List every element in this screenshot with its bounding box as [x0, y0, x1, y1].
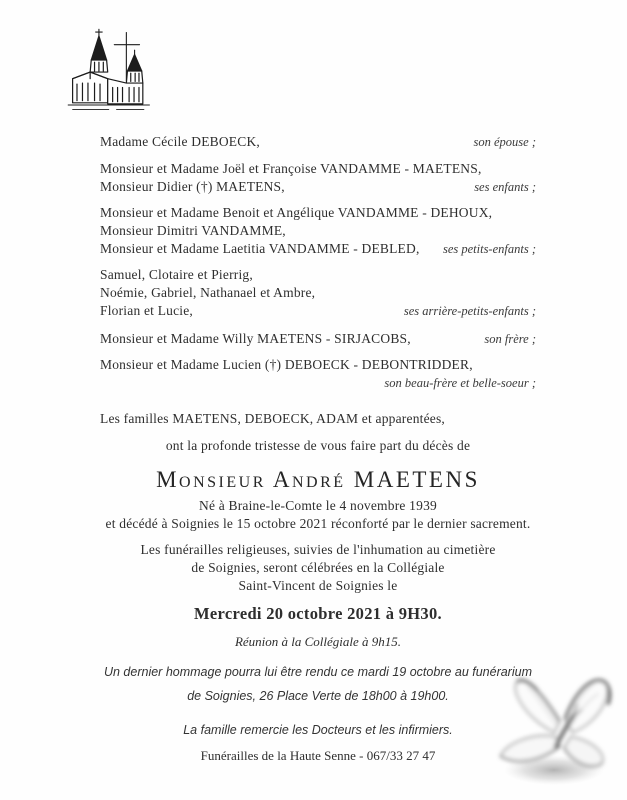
relation-label: ses arrière-petits-enfants ;: [403, 304, 536, 318]
announcement-content: [100, 0, 536, 765]
funeral-date-line: Mercredi 20 octobre 2021 à 9H30.: [194, 604, 442, 623]
family-group-in-laws: [100, 356, 536, 392]
funeral-line: de Soignies, seront célébrées en la Collégiale: [191, 560, 445, 575]
thanks-line: La famille remercie les Docteurs et les infirmiers.: [183, 723, 453, 737]
family-group-great-grandchildren: [100, 266, 536, 320]
deceased-name: Monsieur André MAETENS: [156, 467, 480, 492]
relation-label: son épouse ;: [473, 135, 536, 149]
birth-line: Né à Braine-le-Comte le 4 novembre 1939: [199, 498, 437, 513]
families-line: Les familles MAETENS, DEBOECK, ADAM et apparentées,: [100, 411, 446, 426]
family-group-children: [100, 160, 536, 196]
family-name-line: Monsieur et Madame Benoit et Angélique VANDAMME - DEHOUX,: [100, 205, 493, 220]
relation-label: ses enfants ;: [474, 180, 536, 194]
family-name-line: Monsieur et Madame Lucien (†) DEBOECK - DEBONTRIDDER,: [100, 357, 473, 372]
tribute-line: Un dernier hommage pourra lui être rendu ce mardi 19 octobre au funérarium: [103, 665, 532, 679]
family-name-line: Monsieur et Madame Laetitia VANDAMME - DEBLED,: [100, 241, 420, 256]
relation-label: son beau-frère et belle-soeur ;: [384, 376, 536, 390]
relation-label: son frère ;: [484, 332, 536, 346]
relation-label: ses petits-enfants ;: [442, 242, 536, 256]
funeral-line: Saint-Vincent de Soignies le: [238, 578, 398, 593]
death-line: et décédé à Soignies le 15 octobre 2021 réconforté par le dernier sacrement.: [105, 516, 531, 531]
family-group-grandchildren: [100, 204, 536, 258]
funeral-line: Les funérailles religieuses, suivies de l'inhumation au cimetière: [140, 542, 496, 557]
sorrow-line: ont la profonde tristesse de vous faire part du décès de: [165, 438, 471, 453]
meeting-line: Réunion à la Collégiale à 9h15.: [234, 634, 402, 649]
funeral-block: [100, 541, 536, 595]
tribute-line: de Soignies, 26 Place Verte de 18h00 à 19h00.: [187, 689, 449, 703]
family-name-line: Monsieur et Madame Willy MAETENS - SIRJACOBS,: [100, 331, 411, 346]
butterfly-icon: [488, 658, 627, 798]
family-name-line: Monsieur et Madame Joël et Françoise VANDAMME - MAETENS,: [100, 161, 482, 176]
family-name-line: Samuel, Clotaire et Pierrig,: [100, 267, 253, 282]
funeral-home-line: Funérailles de la Haute Senne - 067/33 27 47: [200, 748, 436, 763]
family-group-spouse: [100, 133, 536, 151]
family-name-line: Noémie, Gabriel, Nathanael et Ambre,: [100, 285, 316, 300]
family-group-brother: [100, 330, 536, 348]
tribute-note: [100, 660, 536, 708]
family-name-line: Monsieur Didier (†) MAETENS,: [100, 179, 285, 194]
family-name-line: Madame Cécile DEBOECK,: [100, 134, 260, 149]
family-name-line: Monsieur Dimitri VANDAMME,: [100, 223, 286, 238]
family-name-line: Florian et Lucie,: [100, 303, 193, 318]
